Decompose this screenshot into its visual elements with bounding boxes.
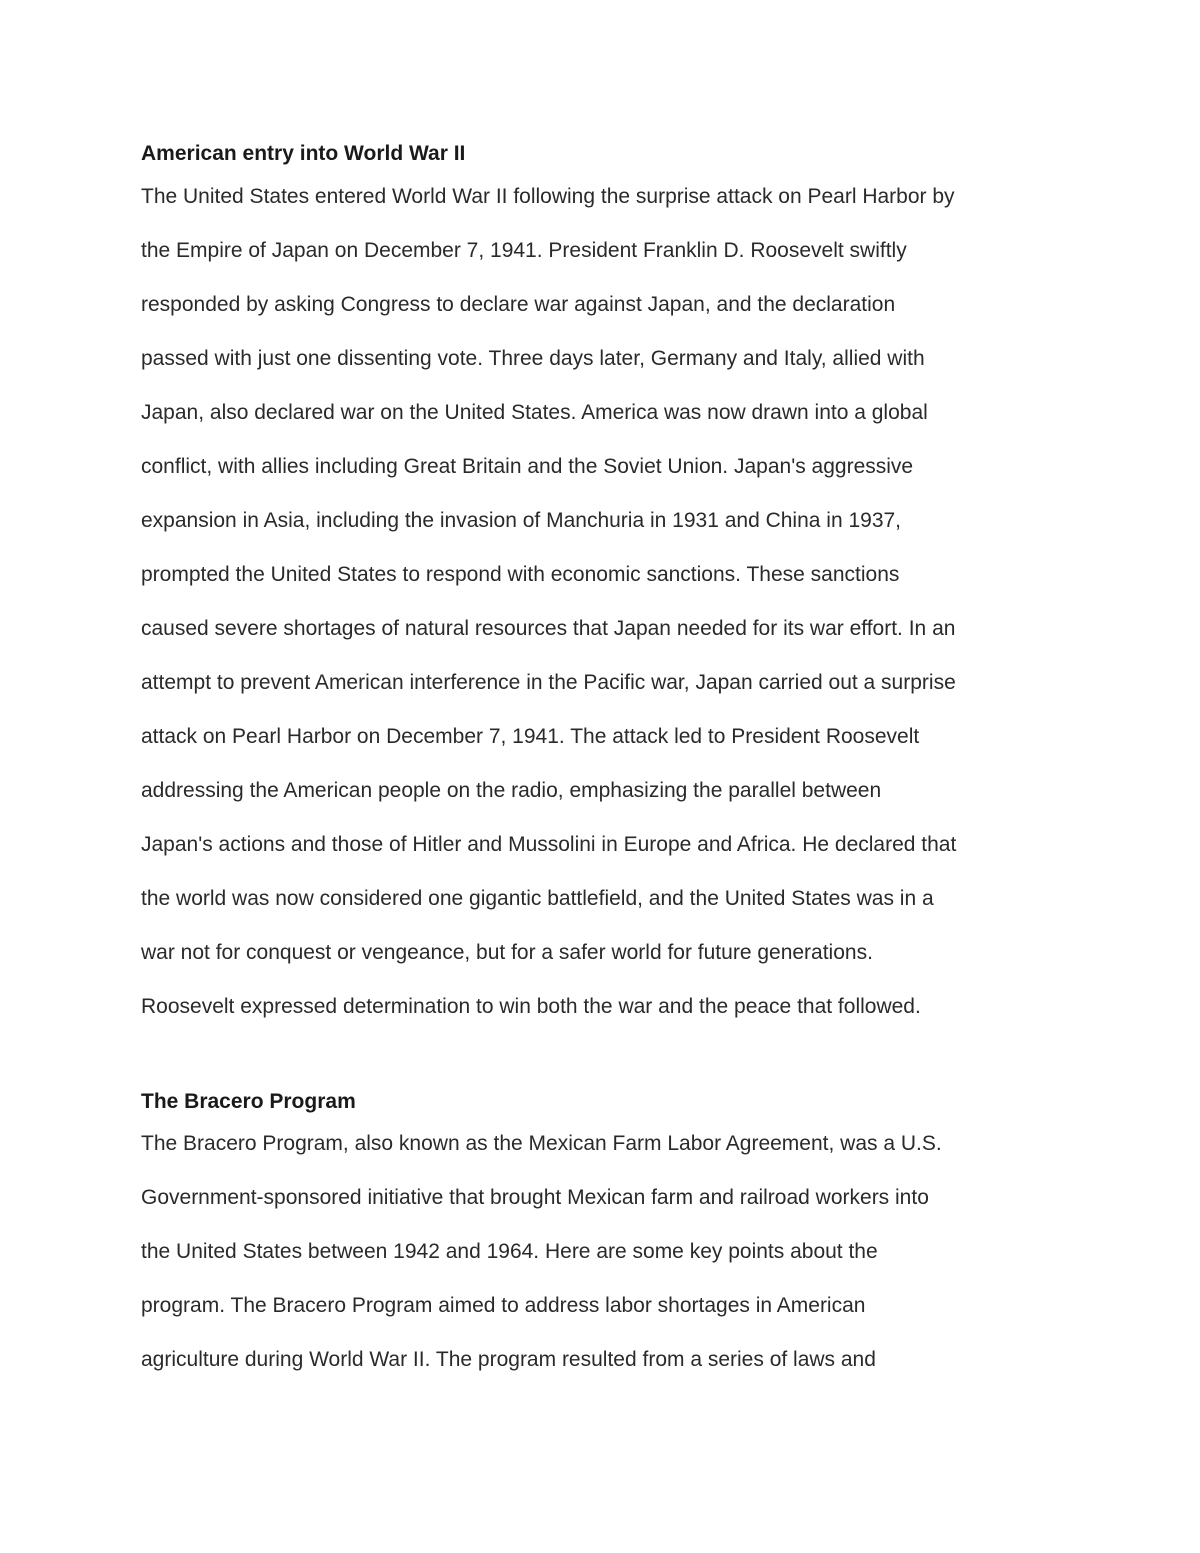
paragraph-line: agriculture during World War II. The program resulted from a series of laws and bbox=[141, 1348, 876, 1371]
paragraph-line: Japan, also declared war on the United States. America was now drawn into a global bbox=[141, 401, 928, 424]
section-heading-american-entry: American entry into World War II bbox=[141, 142, 466, 165]
paragraph-line: Roosevelt expressed determination to win both the war and the peace that followed. bbox=[141, 995, 921, 1018]
paragraph-line: the Empire of Japan on December 7, 1941. President Franklin D. Roosevelt swiftly bbox=[141, 239, 907, 262]
paragraph-line: attack on Pearl Harbor on December 7, 1941. The attack led to President Roosevelt bbox=[141, 725, 920, 748]
paragraph-line: prompted the United States to respond with economic sanctions. These sanctions bbox=[141, 563, 900, 586]
paragraph-line: The Bracero Program, also known as the Mexican Farm Labor Agreement, was a U.S. bbox=[141, 1132, 942, 1155]
paragraph-line: the United States between 1942 and 1964. Here are some key points about the bbox=[141, 1240, 878, 1263]
paragraph-line: Government-sponsored initiative that brought Mexican farm and railroad workers into bbox=[141, 1186, 929, 1209]
paragraph-line: conflict, with allies including Great Britain and the Soviet Union. Japan's aggressive bbox=[141, 455, 914, 478]
paragraph-line: attempt to prevent American interference in the Pacific war, Japan carried out a surprise bbox=[141, 671, 956, 694]
paragraph-line: the world was now considered one gigantic battlefield, and the United States was in a bbox=[141, 887, 934, 910]
paragraph-line: caused severe shortages of natural resources that Japan needed for its war effort. In an bbox=[141, 617, 956, 640]
paragraph-line: The United States entered World War II following the surprise attack on Pearl Harbor by bbox=[141, 185, 955, 208]
paragraph-line: responded by asking Congress to declare war against Japan, and the declaration bbox=[141, 293, 896, 316]
paragraph-line: expansion in Asia, including the invasion of Manchuria in 1931 and China in 1937, bbox=[141, 509, 902, 532]
paragraph-line: war not for conquest or vengeance, but for a safer world for future generations. bbox=[141, 941, 873, 964]
paragraph-line: Japan's actions and those of Hitler and Mussolini in Europe and Africa. He declared that bbox=[141, 833, 957, 856]
paragraph-line: passed with just one dissenting vote. Three days later, Germany and Italy, allied with bbox=[141, 347, 925, 370]
paragraph-line: addressing the American people on the radio, emphasizing the parallel between bbox=[141, 779, 882, 802]
section-heading-bracero-program: The Bracero Program bbox=[141, 1090, 356, 1113]
paragraph-line: program. The Bracero Program aimed to address labor shortages in American bbox=[141, 1294, 866, 1317]
